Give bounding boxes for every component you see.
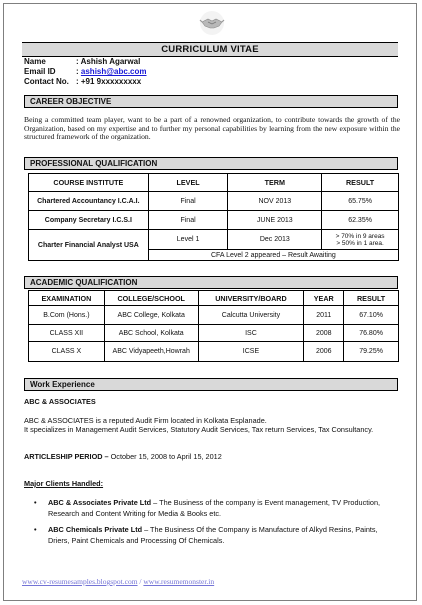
- contact-label: Contact No.: [24, 77, 69, 86]
- period-value: October 15, 2008 to April 15, 2012: [108, 452, 222, 461]
- column-header: EXAMINATION: [29, 291, 105, 306]
- firm-description-2: It specializes in Management Audit Services, Statutory Audit Services, Tax return Services, Tax Consultancy.: [24, 425, 374, 434]
- client-name: ABC & Associates Private Ltd: [48, 498, 152, 507]
- course-cell: Company Secretary I.C.S.I: [29, 211, 149, 230]
- cv-title: CURRICULUM VITAE: [22, 42, 398, 57]
- term-cell: JUNE 2013: [228, 211, 322, 230]
- email-link[interactable]: ashish@abc.com: [80, 67, 147, 76]
- column-header: RESULT: [322, 174, 399, 192]
- period-label: ARTICLESHIP PERIOD –: [24, 452, 109, 461]
- client-name: ABC Chemicals Private Ltd: [48, 525, 143, 534]
- board-cell: Calcutta University: [198, 306, 304, 325]
- result-cell: 62.35%: [322, 211, 399, 230]
- list-item: [34, 497, 400, 519]
- table-row: [29, 306, 399, 325]
- course-cell: Chartered Accountancy I.C.A.I.: [29, 192, 149, 211]
- table-row: [29, 192, 399, 211]
- email-row: [24, 67, 147, 77]
- client-desc: – The Business of the company is Event management, TV Production, Research and Content Writing for Media & Books etc.: [48, 498, 381, 518]
- firm-name: ABC & ASSOCIATES: [24, 397, 96, 406]
- name-label: Name: [24, 57, 46, 66]
- exam-cell: B.Com (Hons.): [29, 306, 105, 325]
- contact-row: [24, 77, 141, 87]
- exam-cell: CLASS X: [29, 342, 105, 362]
- school-cell: ABC Vidyapeeth,Howrah: [104, 342, 198, 362]
- year-cell: 2006: [304, 342, 344, 362]
- column-header: COURSE INSTITUTE: [29, 174, 149, 192]
- cfa-note: CFA Level 2 appeared – Result Awaiting: [148, 250, 398, 261]
- email-sep: :: [76, 67, 79, 76]
- footer-link-cv-resumesamples[interactable]: www.cv-resumesamples.blogspot.com: [22, 577, 138, 586]
- course-cell: Charter Financial Analyst USA: [29, 230, 149, 261]
- column-header: TERM: [228, 174, 322, 192]
- school-cell: ABC College, Kolkata: [104, 306, 198, 325]
- term-cell: Dec 2013: [228, 230, 322, 250]
- exam-cell: CLASS XII: [29, 325, 105, 342]
- school-cell: ABC School, Kolkata: [104, 325, 198, 342]
- column-header: RESULT: [344, 291, 399, 306]
- result-cell: > 70% in 9 areas > 50% in 1 area.: [322, 230, 399, 250]
- table-header-row: [29, 174, 399, 192]
- result-cell: 67.10%: [344, 306, 399, 325]
- term-cell: NOV 2013: [228, 192, 322, 211]
- professional-qualification-table: [28, 173, 399, 261]
- list-item: [34, 524, 400, 546]
- bullet-icon: •: [34, 498, 37, 507]
- academic-qualification-table: [28, 290, 399, 362]
- career-objective-text: Being a committed team player, want to be a part of a renowned organization, to contribute towards the growth of the Organization, based on my expertise and to further my personal capabilities by learning from the new exposure within the structured framework of the organization.: [24, 115, 400, 142]
- contact-value: : +91 9xxxxxxxxx: [76, 77, 142, 86]
- column-header: UNIVERSITY/BOARD: [198, 291, 304, 306]
- result-cell: 65.75%: [322, 192, 399, 211]
- professional-qualification-heading: PROFESSIONAL QUALIFICATION: [24, 157, 398, 170]
- handshake-logo-icon: [199, 10, 225, 36]
- name-row: [24, 57, 140, 67]
- firm-description-1: ABC & ASSOCIATES is a reputed Audit Firm located in Kolkata Esplanade.: [24, 416, 267, 425]
- column-header: COLLEGE/SCHOOL: [104, 291, 198, 306]
- footer-link-resumemonster[interactable]: www.resumemonster.in: [143, 577, 215, 586]
- career-objective-heading: CAREER OBJECTIVE: [24, 95, 398, 108]
- table-row: [29, 325, 399, 342]
- client-desc: – The Business Of the Company is Manufacture of Alkyd Resins, Paints, Driers, Paint Chemicals and Processing Of Chemicals.: [48, 525, 378, 545]
- level-cell: Level 1: [148, 230, 228, 250]
- board-cell: ISC: [198, 325, 304, 342]
- footer-separator: /: [137, 577, 144, 586]
- result-cell: 76.80%: [344, 325, 399, 342]
- table-row: [29, 211, 399, 230]
- clients-heading: Major Clients Handled:: [24, 479, 104, 488]
- name-value: : Ashish Agarwal: [76, 57, 141, 66]
- articleship-period: [24, 452, 222, 461]
- bullet-icon: •: [34, 525, 37, 534]
- level-cell: Final: [148, 211, 228, 230]
- level-cell: Final: [148, 192, 228, 211]
- result-cell: 79.25%: [344, 342, 399, 362]
- academic-qualification-heading: ACADEMIC QUALIFICATION: [24, 276, 398, 289]
- work-experience-heading: Work Experience: [24, 378, 398, 391]
- column-header: LEVEL: [148, 174, 228, 192]
- email-label: Email ID: [24, 67, 56, 76]
- footer-links: [22, 577, 214, 586]
- column-header: YEAR: [304, 291, 344, 306]
- board-cell: ICSE: [198, 342, 304, 362]
- year-cell: 2008: [304, 325, 344, 342]
- table-row: [29, 230, 399, 250]
- table-header-row: [29, 291, 399, 306]
- table-row: [29, 342, 399, 362]
- year-cell: 2011: [304, 306, 344, 325]
